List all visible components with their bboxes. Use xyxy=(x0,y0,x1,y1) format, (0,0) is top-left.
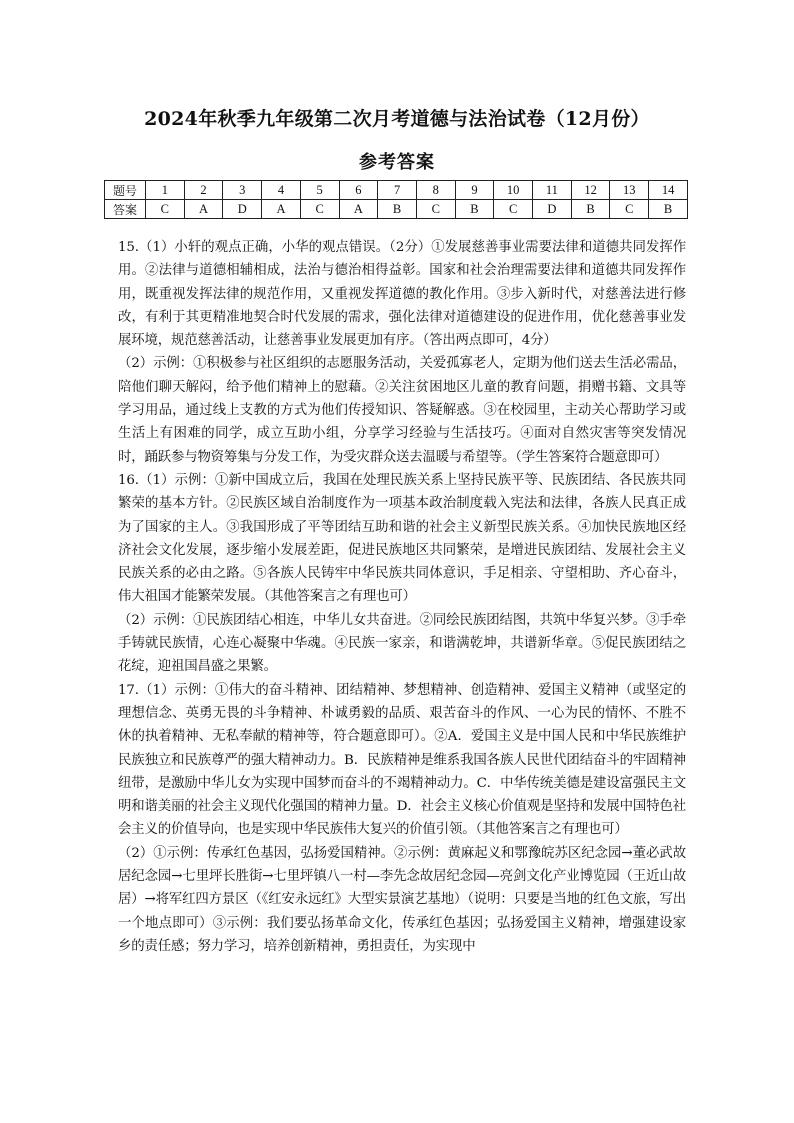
question-number-cell: 5 xyxy=(300,181,339,200)
question-number-cell: 3 xyxy=(223,181,262,200)
answer-17-part-2: （2）①示例：传承红色基因，弘扬爱国精神。②示例：黄麻起义和鄂豫皖苏区纪念园→董必武故居纪念园→七里坪长胜街→七里坪镇八一村—李先念故居纪念园—亮剑文化产业博览园（王近山故居）→将军红四方景区（《红安永远红》大型实景演艺基地）（说明：只要是当地的红色文旅，写出一个地点即可）③示例：我们要弘扬革命文化，传承红色基因；弘扬爱国主义精神，增强建设家乡的责任感；努力学习，培养创新精神，勇担责任，为实现中 xyxy=(118,845,686,954)
question-number-cell: 1 xyxy=(146,181,185,200)
answer-cell: A xyxy=(339,200,378,219)
document-title: 2024年秋季九年级第二次月考道德与法治试卷（12月份） xyxy=(144,108,650,130)
question-number-cell: 9 xyxy=(455,181,494,200)
question-number-cell: 10 xyxy=(494,181,533,200)
question-number-cell: 11 xyxy=(533,181,572,200)
answer-content xyxy=(118,236,686,958)
question-number-cell: 12 xyxy=(571,181,610,200)
question-number-cell: 13 xyxy=(610,181,649,200)
answer-15-part-2: （2）示例：①积极参与社区组织的志愿服务活动，关爱孤寡老人，定期为他们送去生活必需品，陪他们聊天解闷，给予他们精神上的慰藉。②关注贫困地区儿童的教育问题，捐赠书籍、文具等学习用品，通过线上支教的方式为他们传授知识、答疑解惑。③在校园里，主动关心帮助学习或生活上有困难的同学，成立互助小组，分享学习经验与生活技巧。④面对自然灾害等突发情况时，踊跃参与物资筹集与分发工作，为受灾群众送去温暖与希望等。（学生答案符合题意即可） xyxy=(118,356,686,465)
answer-cell: C xyxy=(146,200,185,219)
question-number-cell: 4 xyxy=(262,181,301,200)
answer-16-part-1: 16.（1）示例：①新中国成立后，我国在处理民族关系上坚持民族平等、民族团结、各民族共同繁荣的基本方针。②民族区域自治制度作为一项基本政治制度载入宪法和法律，各族人民真正成为了国家的主人。③我国形成了平等团结互助和谐的社会主义新型民族关系。④加快民族地区经济社会文化发展，逐步缩小发展差距，促进民族地区共同繁荣，是增进民族团结、发展社会主义民族关系的必由之路。⑤各族人民铸牢中华民族共同体意识，手足相亲、守望相助、齐心奋斗，伟大祖国才能繁荣发展。（其他答案言之有理也可） xyxy=(118,472,686,605)
answer-cell: D xyxy=(533,200,572,219)
answer-cell: C xyxy=(494,200,533,219)
question-number-cell: 8 xyxy=(416,181,455,200)
answer-cell: C xyxy=(610,200,649,219)
answer-17-part-1: 17.（1）示例：①伟大的奋斗精神、团结精神、梦想精神、创造精神、爱国主义精神（或坚定的理想信念、英勇无畏的斗争精神、朴诚勇毅的品质、艰苦奋斗的作风、一心为民的情怀、不胜不休的执着精神、无私奉献的精神等，符合题意即可）。②A．爱国主义是中国人民和中华民族维护民族独立和民族尊严的强大精神动力。B．民族精神是维系我国各族人民世代团结奋斗的牢固精神纽带，是激励中华儿女为实现中国梦而奋斗的不竭精神动力。C．中华传统美德是建设富强民主文明和谐美丽的社会主义现代化强国的精神力量。D．社会主义核心价值观是坚持和发展中国特色社会主义的价值导向，也是实现中华民族伟大复兴的价值引领。（其他答案言之有理也可） xyxy=(118,682,686,838)
question-number-cell: 6 xyxy=(339,181,378,200)
answer-cell: D xyxy=(223,200,262,219)
answer-table xyxy=(104,180,688,219)
answer-cell: C xyxy=(416,200,455,219)
answer-table-answer-row xyxy=(105,200,688,219)
answer-16-part-2: （2）示例：①民族团结心相连，中华儿女共奋进。②同绘民族团结图，共筑中华复兴梦。③手牵手铸就民族情，心连心凝聚中华魂。④民族一家亲，和谐满乾坤，共谱新华章。⑤促民族团结之花绽，迎祖国昌盛之果繁。 xyxy=(118,612,686,675)
answer-cell: B xyxy=(455,200,494,219)
document-subtitle: 参考答案 xyxy=(359,152,435,173)
table-header-question-number: 题号 xyxy=(105,181,146,200)
answer-cell: B xyxy=(378,200,417,219)
question-number-cell: 7 xyxy=(378,181,417,200)
question-number-cell: 2 xyxy=(184,181,223,200)
answer-cell: A xyxy=(262,200,301,219)
answer-cell: A xyxy=(184,200,223,219)
table-header-answer: 答案 xyxy=(105,200,146,219)
question-number-cell: 14 xyxy=(649,181,688,200)
answer-cell: B xyxy=(649,200,688,219)
answer-table-number-row xyxy=(105,181,688,200)
answer-cell: C xyxy=(300,200,339,219)
answer-15-part-1: 15.（1）小轩的观点正确，小华的观点错误。（2分）①发展慈善事业需要法律和道德共同发挥作用。②法律与道德相辅相成，法治与德治相得益彰。国家和社会治理需要法律和道德共同发挥作用，既重视发挥法律的规范作用，又重视发挥道德的教化作用。③步入新时代，对慈善法进行修改，有利于其更精准地契合时代发展的需求，强化法律对道德建设的促进作用，优化慈善事业发展环境，规范慈善活动，让慈善事业发展更加有序。（答出两点即可，4分） xyxy=(118,240,686,349)
answer-cell: B xyxy=(571,200,610,219)
